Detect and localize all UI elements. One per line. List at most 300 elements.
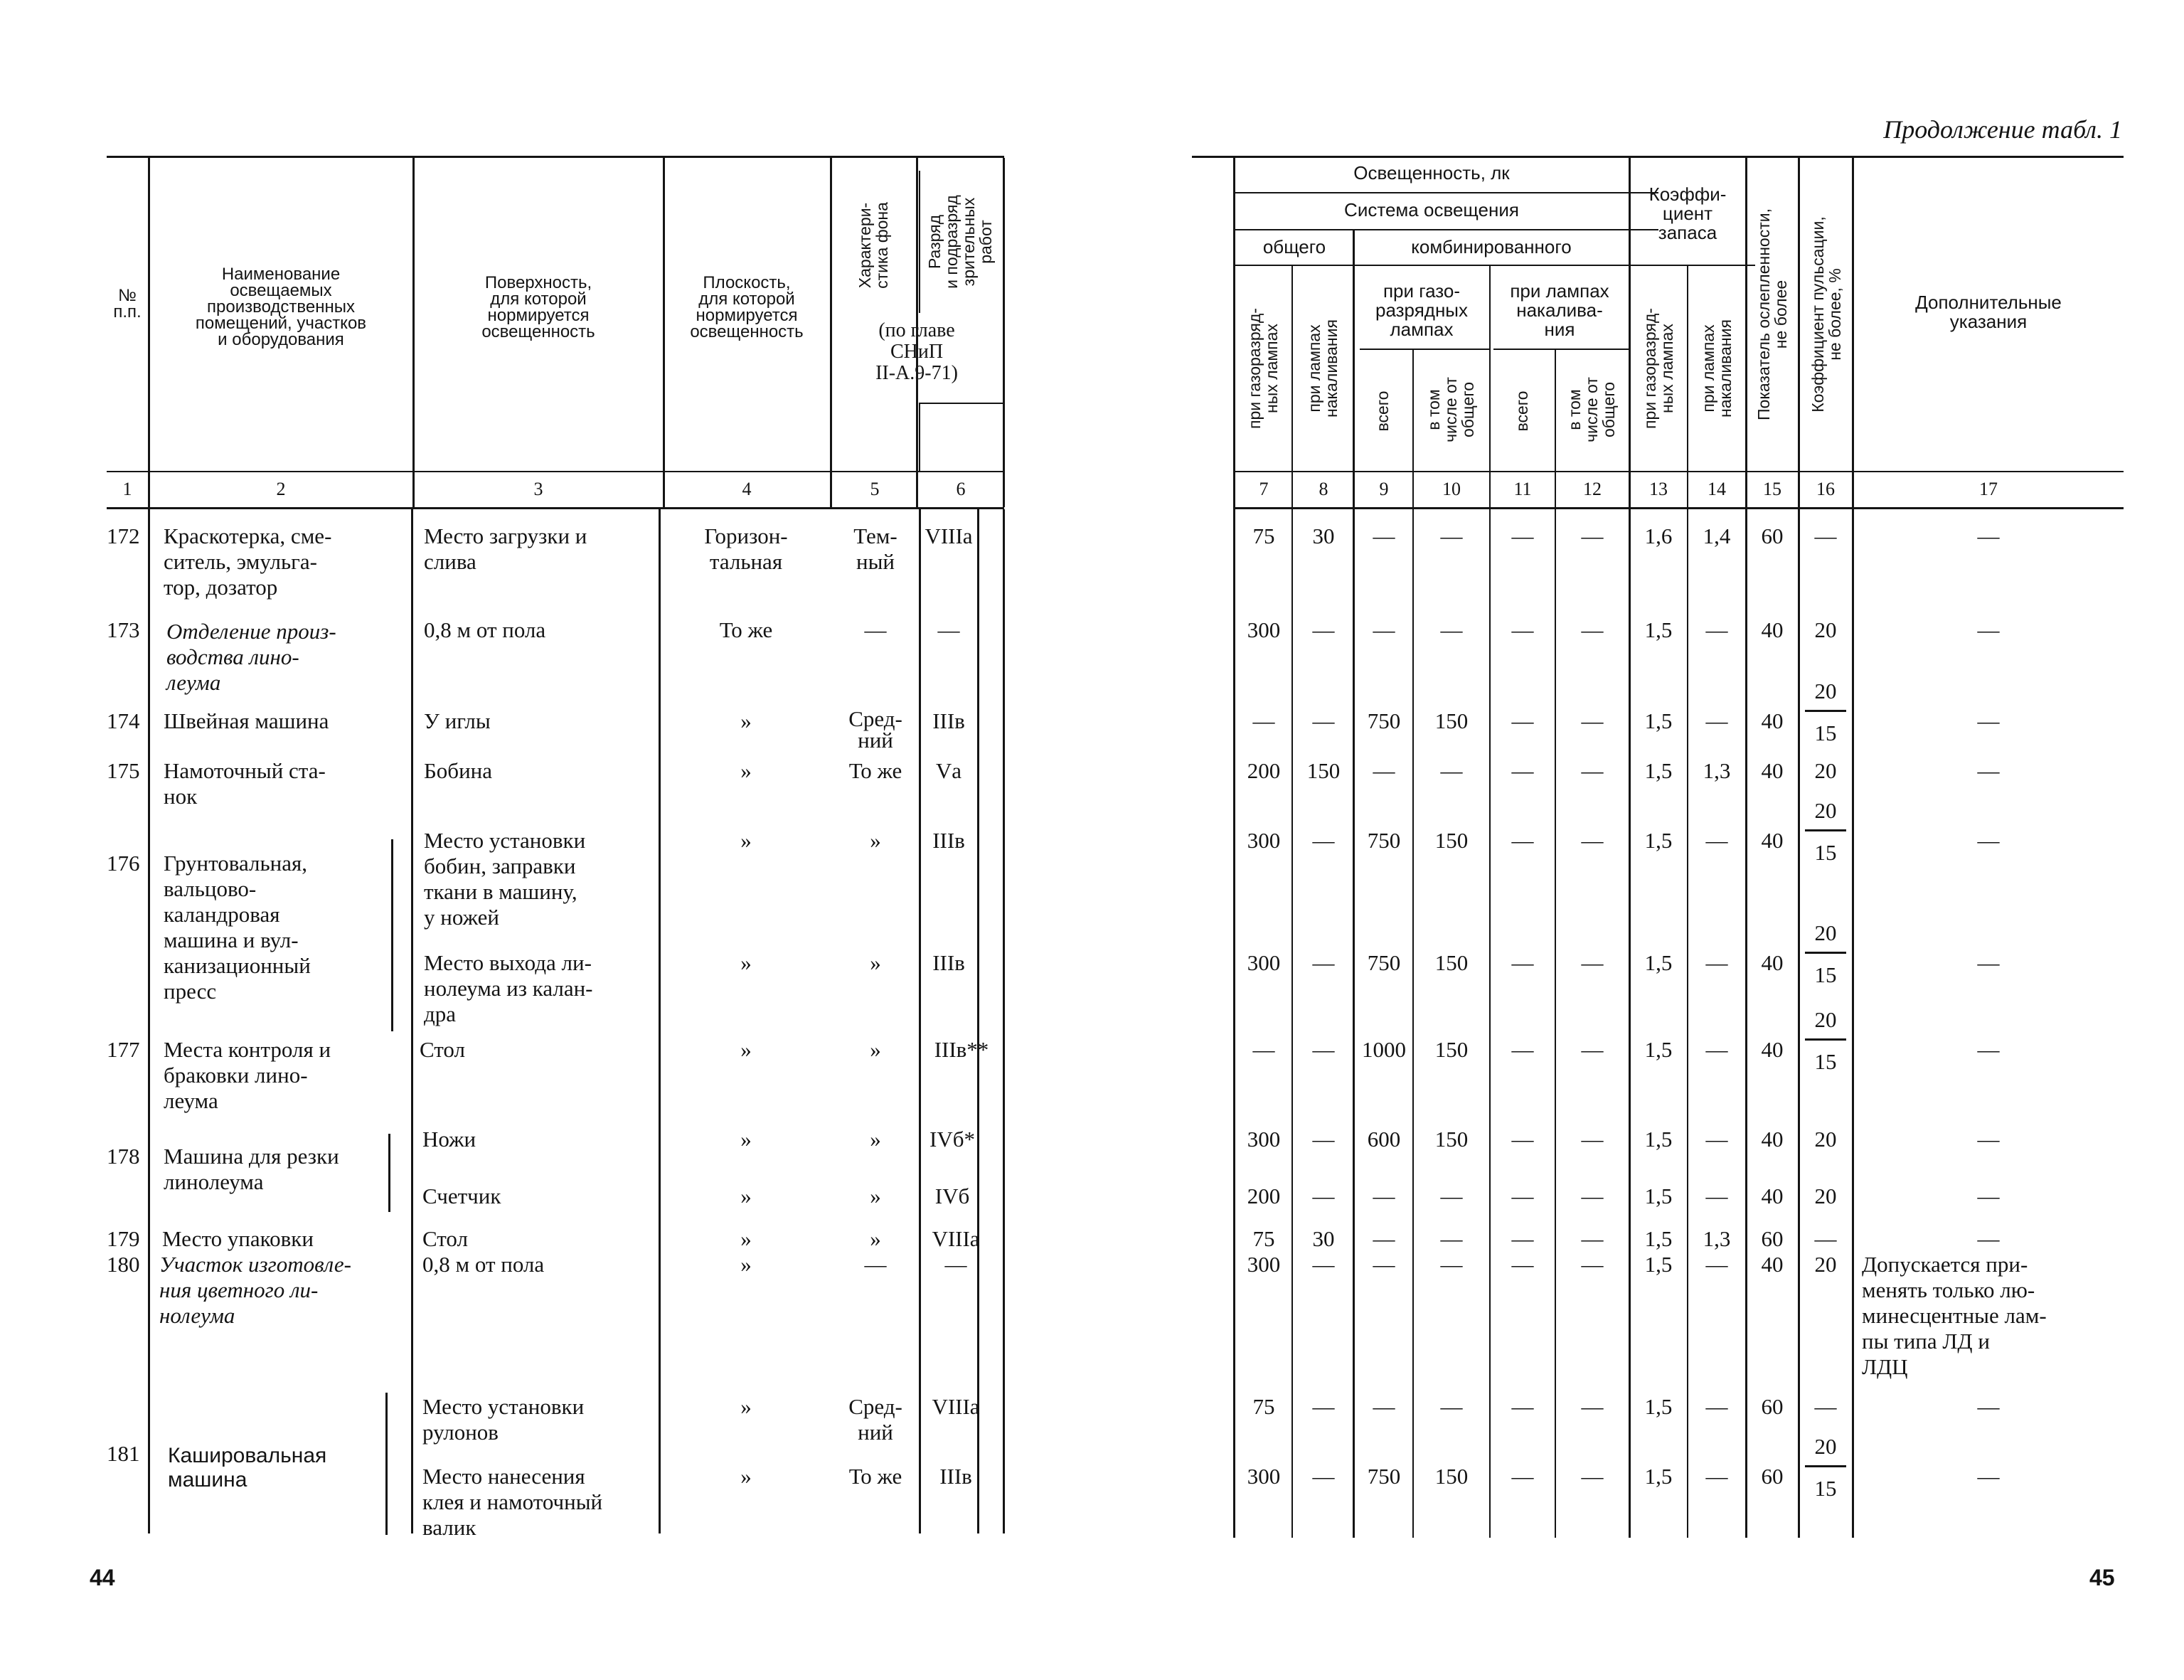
cell-value: 300 [1247,828,1281,853]
row-surface: У иглы [424,708,491,733]
cell-value: — [1511,1252,1534,1277]
row-background: Тем- ный [853,523,897,574]
col-divider [1687,265,1688,1538]
cell-value: 75 [1252,1394,1275,1419]
col-number: 15 [1763,479,1781,499]
cell-value: — [1440,523,1463,548]
row-background: » [870,1127,881,1152]
header-rule [1235,229,1658,230]
cell-value: — [1312,1184,1335,1208]
header-col13: при газоразряд- ных лампах [1641,308,1676,429]
header-col15: Показатель ослепленности, не более [1754,208,1790,420]
row-plane: » [740,708,752,733]
cell-value: 20 [1814,1184,1837,1208]
header-col3: Поверхность, для которой нормируется освещенность [481,273,595,341]
row-number: 181 [107,1441,140,1466]
row-name: Краскотерка, сме- ситель, эмульга- тор, дозатор [164,523,332,600]
header-illuminance: Освещенность, лк [1353,162,1510,184]
col-divider [659,509,661,1533]
cell-value: 40 [1761,1037,1784,1062]
header-reserve-factor: Коэффи- циент запаса [1648,184,1727,243]
cell-value: — [1581,1127,1604,1152]
cell-value: — [1581,1226,1604,1251]
cell-value: — [1581,1184,1604,1208]
cell-value: — [1705,1394,1728,1419]
cell-value: — [1814,1394,1837,1419]
brace [391,839,393,1031]
col-number: 6 [956,479,966,499]
row-plane: » [740,1394,752,1419]
pulsation-fraction [1805,679,1846,746]
cell-value: 1,6 [1644,523,1673,548]
cell-additional: Допускается при- менять только лю- минесцентные лам- пы типа ЛД и ЛДЦ [1862,1252,2047,1379]
row-plane: » [740,1252,752,1277]
pulsation-fraction [1805,1434,1846,1501]
fraction-numerator: 20 [1814,1434,1837,1459]
row-surface: 0,8 м от пола [424,617,546,642]
fraction-numerator: 20 [1814,679,1837,703]
row-number: 178 [107,1144,140,1169]
cell-value: 150 [1434,1464,1469,1489]
header-col8: при лампах накаливания [1305,319,1341,418]
cell-value: 300 [1247,617,1281,642]
cell-value: — [1511,1127,1534,1152]
row-background: » [870,828,881,853]
header-col5: Характери- стика фона [856,202,891,289]
col-number: 16 [1816,479,1835,499]
header-rule [1633,265,1755,266]
cell-additional: — [1977,1037,2000,1062]
cell-value: 1,5 [1644,617,1673,642]
cell-value: 1,5 [1644,1394,1673,1419]
row-name: Отделение произ- водства лино- леума [166,619,336,695]
row-surface: Место установки бобин, заправки ткани в машину, у ножей [424,828,586,930]
col-divider [148,509,150,1533]
header-rule [1235,192,1658,193]
cell-value: 200 [1247,1184,1281,1208]
cell-value: — [1312,1037,1335,1062]
cell-value: — [1705,828,1728,853]
col-divider [1489,265,1491,1538]
cell-additional: — [1977,950,2000,975]
pulsation-fraction [1805,1007,1846,1075]
cell-value: — [1312,1127,1335,1152]
cell-value: 150 [1434,950,1469,975]
row-number: 174 [107,708,140,733]
row-number: 175 [107,758,140,783]
cell-value: 600 [1367,1127,1401,1152]
col-divider [919,171,920,313]
cell-value: 60 [1761,1226,1784,1251]
row-background: — [864,617,887,642]
row-background-2: То же [848,1464,902,1489]
row-background: » [870,1226,881,1251]
cell-value: 1,5 [1644,1037,1673,1062]
row-grade: IVб* [929,1127,975,1152]
cell-value: — [1373,1252,1395,1277]
cell-value: 60 [1761,523,1784,548]
col-number: 8 [1319,479,1328,499]
col-number: 7 [1259,479,1269,499]
cell-value: — [1252,708,1275,733]
cell-value: — [1581,828,1604,853]
header-col9: всего [1373,390,1392,432]
header-rule [1235,265,1658,266]
cell-value: 1,5 [1644,1464,1673,1489]
cell-value: 750 [1367,708,1401,733]
cell-value: — [1440,1252,1463,1277]
cell-value: — [1373,523,1395,548]
cell-value: 750 [1367,828,1401,853]
row-name: Намоточный ста- нок [164,758,326,809]
cell-value: 30 [1312,1226,1335,1251]
cell-value: 1,5 [1644,1127,1673,1152]
row-plane: » [740,1226,752,1251]
cell-value: — [1511,950,1534,975]
cell-value: 20 [1814,1252,1837,1277]
pulsation-fraction [1805,798,1846,866]
col-number: 12 [1583,479,1602,499]
cell-additional: — [1977,708,2000,733]
cell-value: 40 [1761,708,1784,733]
cell-value: — [1581,617,1604,642]
cell-value: 1,5 [1644,708,1673,733]
cell-value: — [1312,617,1335,642]
col-divider [1003,158,1005,507]
cell-additional: — [1977,1394,2000,1419]
row-plane: » [740,1037,752,1062]
header-general: общего [1262,236,1326,257]
cell-additional: — [1977,1127,2000,1152]
row-plane: » [740,828,752,853]
header-col56-note: (по главе СНиП II-А.9-71) [875,319,958,384]
cell-value: — [1581,1037,1604,1062]
cell-value: 75 [1252,1226,1275,1251]
row-grade-2: IIIв [939,1464,972,1489]
page-number: 44 [90,1565,115,1590]
row-surface: Ножи [422,1127,476,1152]
cell-value: — [1581,758,1604,783]
row-plane: » [740,1127,752,1152]
header-bottom-rule [107,471,1004,472]
cell-value: 60 [1761,1394,1784,1419]
row-name: Участок изготовле- ния цветного ли- нолеума [159,1252,351,1328]
row-number: 177 [107,1037,140,1062]
row-plane: » [740,758,752,783]
cell-value: — [1373,1226,1395,1251]
cell-value: 200 [1247,758,1281,783]
cell-value: — [1440,1184,1463,1208]
col-divider [1798,158,1800,1538]
col-number: 14 [1708,479,1726,499]
row-number: 179 [107,1226,140,1251]
cell-value: — [1581,950,1604,975]
cell-value: 300 [1247,1464,1281,1489]
fraction-numerator: 20 [1814,798,1837,823]
cell-additional: — [1977,828,2000,853]
cell-value: 150 [1434,828,1469,853]
cell-value: — [1705,1127,1728,1152]
cell-value: 40 [1761,758,1784,783]
fraction-bar [1805,1038,1846,1041]
row-grade: VIIIа [932,1394,980,1419]
cell-value: — [1511,708,1534,733]
cell-value: 300 [1247,1252,1281,1277]
row-number: 173 [107,617,140,642]
header-bottom-rule [1235,471,2124,472]
row-background: — [864,1252,887,1277]
header-rule [1493,349,1629,350]
cell-value: 40 [1761,617,1784,642]
row-name: Каширoвальная машина [168,1444,327,1492]
cell-value: 1,5 [1644,828,1673,853]
cell-value: — [1511,617,1534,642]
cell-value: — [1581,1464,1604,1489]
cell-value: — [1373,758,1395,783]
col-divider [1003,509,1005,1533]
col-number: 1 [122,479,132,499]
row-background-2: » [870,950,881,975]
col-number: 4 [742,479,752,499]
brace [385,1393,388,1535]
header-rule [1360,349,1489,350]
cell-value: 20 [1814,758,1837,783]
cell-value: — [1814,523,1837,548]
row-plane: Горизон- тальная [704,523,788,574]
fraction-bar [1805,829,1846,831]
header-col1: № п.п. [113,286,142,321]
col-number: 9 [1379,479,1389,499]
header-col12: в том числе от общего [1565,377,1618,442]
header-col4: Плоскость, для которой нормируется освещенность [690,273,804,341]
row-background: » [870,1037,881,1062]
cell-value: — [1511,1226,1534,1251]
row-plane-2: » [740,1464,752,1489]
header-inc-lamps: при лампах накалива- ния [1510,280,1609,340]
row-grade: IIIв [932,708,965,733]
col-number: 13 [1649,479,1668,499]
row-surface-2: Место выхода ли- нолеума из калан- дра [424,950,593,1026]
cell-value: 300 [1247,1127,1281,1152]
page-number: 45 [2089,1565,2115,1590]
row-surface: Место установки рулонов [422,1394,585,1445]
cell-additional: — [1977,1226,2000,1251]
cell-value: 40 [1761,828,1784,853]
row-grade: Vа [935,758,962,783]
row-surface: 0,8 м от пола [422,1252,545,1277]
row-grade-2: IVб [934,1184,970,1208]
table-top-rule [1192,156,2124,158]
cell-value: — [1705,1184,1728,1208]
colnum-bottom-rule [1235,507,2124,509]
cell-value: 75 [1252,523,1275,548]
header-col7: при газоразряд- ных лампах [1245,308,1281,429]
cell-value: — [1252,1037,1275,1062]
fraction-denominator: 15 [1814,840,1837,865]
cell-additional: — [1977,617,2000,642]
cell-value: — [1511,1184,1534,1208]
cell-value: — [1511,758,1534,783]
cell-value: — [1312,1394,1335,1419]
row-grade: VIIIа [932,1226,980,1251]
fraction-denominator: 15 [1814,1476,1837,1501]
pulsation-fraction [1805,920,1846,988]
cell-value: — [1705,617,1728,642]
cell-value: — [1814,1226,1837,1251]
cell-value: — [1511,1394,1534,1419]
cell-value: — [1312,1252,1335,1277]
cell-value: 1,5 [1644,758,1673,783]
cell-value: 1,5 [1644,1226,1673,1251]
cell-value: — [1312,950,1335,975]
cell-value: 750 [1367,950,1401,975]
brace [388,1134,390,1212]
col-divider [919,403,920,471]
fraction-denominator: 15 [1814,962,1837,987]
cell-value: 1,4 [1703,523,1731,548]
cell-value: — [1581,1394,1604,1419]
cell-additional: — [1977,1184,2000,1208]
header-col16: Коэффициент пульсации, не более, % [1809,216,1844,413]
cell-value: — [1581,708,1604,733]
row-number: 172 [107,523,140,548]
cell-value: 40 [1761,1184,1784,1208]
row-grade: — [937,617,960,642]
cell-value: — [1440,758,1463,783]
row-grade-2: IIIв [932,950,965,975]
row-plane-2: » [740,950,752,975]
col-number: 2 [276,479,286,499]
row-grade: IIIв** [934,1037,989,1062]
row-surface-2: Счетчик [422,1184,501,1208]
continuation-title: Продолжение табл. 1 [1883,115,2122,144]
cell-additional: — [1977,1464,2000,1489]
cell-value: 30 [1312,523,1335,548]
cell-value: 40 [1761,1127,1784,1152]
header-col6: Разряд и подразряд зрительных работ [925,195,995,289]
col-number: 17 [1979,479,1998,499]
cell-value: 150 [1434,708,1469,733]
row-number: 180 [107,1252,140,1277]
cell-value: — [1581,1252,1604,1277]
cell-value: 150 [1434,1127,1469,1152]
col-divider [1291,265,1293,1538]
fraction-bar [1805,952,1846,954]
fraction-numerator: 20 [1814,1007,1837,1032]
cell-value: — [1705,1252,1728,1277]
row-surface: Стол [420,1037,465,1062]
cell-value: — [1373,1184,1395,1208]
cell-value: 750 [1367,1464,1401,1489]
cell-value: 20 [1814,617,1837,642]
cell-value: — [1705,1037,1728,1062]
row-background: Сред- ний [848,706,902,753]
row-name: Грунтовальная, вальцово- каландровая машина и вул- канизационный пресс [164,851,311,1004]
cell-value: — [1440,617,1463,642]
header-additional: Дополнительные указания [1915,292,2062,332]
cell-value: — [1511,1037,1534,1062]
cell-value: 1000 [1362,1037,1406,1062]
cell-value: — [1312,1464,1335,1489]
cell-value: 150 [1434,1037,1469,1062]
cell-additional: — [1977,758,2000,783]
cell-additional: — [1977,523,2000,548]
cell-value: — [1705,950,1728,975]
cell-value: 40 [1761,1252,1784,1277]
col-divider [977,509,979,1533]
colnum-bottom-rule [107,507,1004,509]
col5-6-subrule [919,403,1004,404]
col-divider [411,509,413,1533]
row-grade: IIIв [932,828,965,853]
fraction-denominator: 15 [1814,721,1837,745]
table-top-rule [107,156,1004,158]
cell-value: — [1511,828,1534,853]
row-plane: То же [719,617,773,642]
col-divider [919,509,921,1533]
cell-value: — [1373,617,1395,642]
header-col10: в том числе от общего [1424,377,1477,442]
cell-value: 40 [1761,950,1784,975]
cell-value: — [1581,523,1604,548]
cell-value: — [1705,1464,1728,1489]
row-grade: VIIIа [925,523,973,548]
fraction-denominator: 15 [1814,1049,1837,1074]
row-number: 176 [107,851,140,876]
cell-value: 300 [1247,950,1281,975]
row-name: Места контроля и браковки лино- леума [164,1037,331,1113]
col-number: 3 [533,479,543,499]
header-combined: комбинированного [1411,236,1572,257]
cell-value: 60 [1761,1464,1784,1489]
row-plane-2: » [740,1184,752,1208]
row-background: Сред- ний [848,1394,902,1445]
fraction-bar [1805,710,1846,712]
row-surface: Место загрузки и слива [424,523,587,574]
cell-value: 1,3 [1703,758,1731,783]
row-background: То же [848,758,902,783]
cell-value: 150 [1306,758,1341,783]
col-number: 11 [1513,479,1532,499]
cell-value: — [1373,1394,1395,1419]
cell-value: — [1440,1394,1463,1419]
header-col11: всего [1513,390,1531,432]
cell-value: 20 [1814,1127,1837,1152]
cell-value: 1,5 [1644,1184,1673,1208]
header-col14: при лампах накаливания [1699,319,1735,418]
cell-value: — [1440,1226,1463,1251]
row-surface: Бобина [424,758,493,783]
cell-value: — [1705,708,1728,733]
row-background-2: » [870,1184,881,1208]
col-number: 10 [1442,479,1461,499]
header-col2: Наименование освещаемых производственных помещений, участков и оборудования [195,265,367,349]
cell-value: 1,5 [1644,950,1673,975]
header-gas-lamps: при газо- разрядных лампах [1375,280,1468,340]
row-name: Место упаковки [162,1226,314,1251]
cell-value: — [1511,1464,1534,1489]
header-system: Система освещения [1344,199,1519,220]
row-name: Машина для резки линолеума [164,1144,339,1194]
row-surface: Стол [422,1226,468,1251]
cell-value: — [1312,708,1335,733]
col-number: 5 [870,479,880,499]
cell-value: 1,3 [1703,1226,1731,1251]
fraction-bar [1805,1465,1846,1467]
fraction-numerator: 20 [1814,920,1837,945]
cell-value: 1,5 [1644,1252,1673,1277]
cell-value: — [1511,523,1534,548]
